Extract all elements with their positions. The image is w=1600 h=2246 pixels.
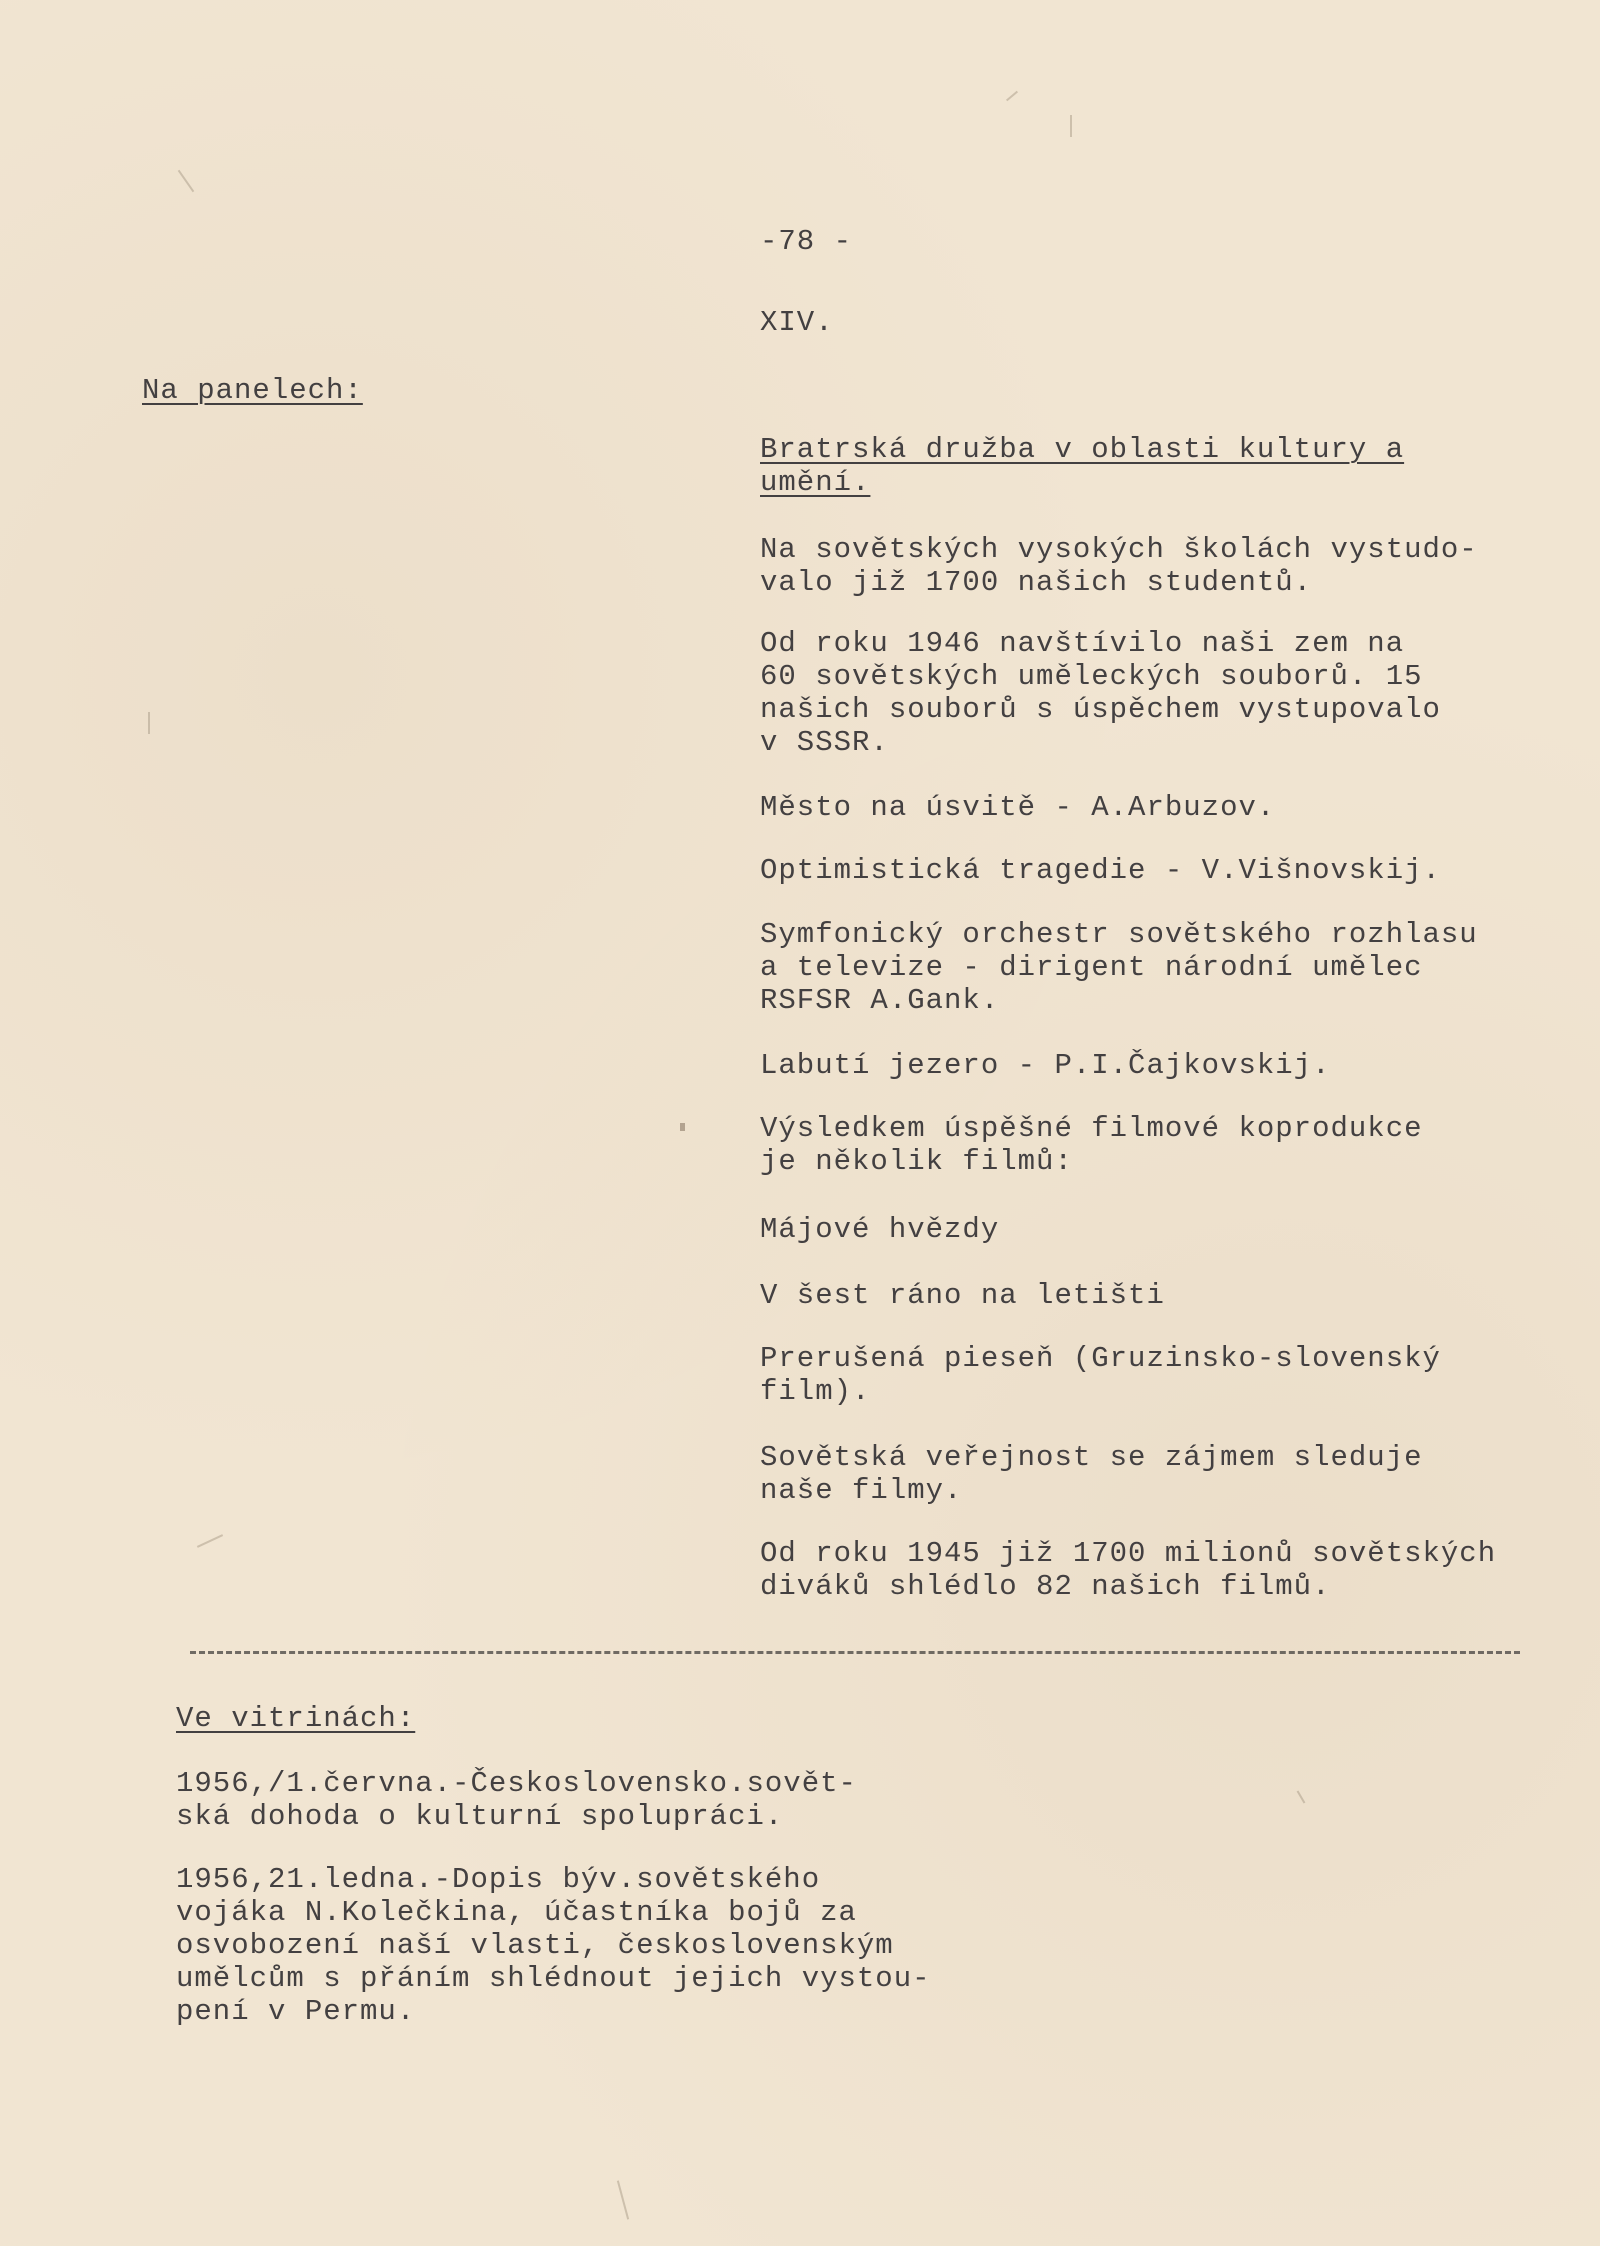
text-line: 1956,21.ledna.-Dopis býv.sovětského bbox=[176, 1863, 821, 1896]
text-line: v SSSR. bbox=[760, 726, 889, 759]
paragraph-students bbox=[760, 533, 1478, 599]
vitrine-entry-agreement bbox=[176, 1767, 857, 1833]
text-line: RSFSR A.Gank. bbox=[760, 984, 1000, 1017]
text-line: 60 sovětských uměleckých souborů. 15 bbox=[760, 660, 1423, 693]
text-line: 1956,/1.června.-Československo.sovět- bbox=[176, 1767, 857, 1800]
text-line: umělcům s přáním shlédnout jejich vystou- bbox=[176, 1962, 931, 1995]
paragraph-swan-lake bbox=[760, 1049, 1331, 1082]
text-line: osvobození naší vlasti, československým bbox=[176, 1929, 894, 1962]
paragraph-film-1 bbox=[760, 1213, 999, 1246]
text-line: Město na úsvitě - A.Arbuzov. bbox=[760, 791, 1276, 824]
paper-mark bbox=[1006, 91, 1018, 102]
text-line: Májové hvězdy bbox=[760, 1213, 1000, 1246]
section-heading bbox=[760, 433, 1404, 499]
vitrines-label: Ve vitrinách: bbox=[176, 1702, 416, 1735]
paragraph-visnevskij bbox=[760, 854, 1441, 887]
paper-mark bbox=[178, 170, 195, 192]
text-line: Symfonický orchestr sovětského rozhlasu bbox=[760, 918, 1478, 951]
text-line: je několik filmů: bbox=[760, 1145, 1073, 1178]
text-line: Labutí jezero - P.I.Čajkovskij. bbox=[760, 1049, 1331, 1082]
text-line: Prerušená pieseň (Gruzinsko-slovenský bbox=[760, 1342, 1441, 1375]
paragraph-film-3 bbox=[760, 1342, 1441, 1408]
paper-mark bbox=[197, 1534, 223, 1548]
text-line: V šest ráno na letišti bbox=[760, 1279, 1165, 1312]
paragraph-film-2 bbox=[760, 1279, 1165, 1312]
heading-line: Bratrská družba v oblasti kultury a bbox=[760, 433, 1405, 466]
vitrine-entry-letter bbox=[176, 1863, 931, 2028]
paper-mark bbox=[1297, 1790, 1306, 1803]
dashed-separator bbox=[190, 1651, 1520, 1654]
text-line: naše filmy. bbox=[760, 1474, 963, 1507]
text-line: Optimistická tragedie - V.Višnovskij. bbox=[760, 854, 1441, 887]
text-line: diváků shlédlo 82 našich filmů. bbox=[760, 1570, 1331, 1603]
paragraph-arbuzov bbox=[760, 791, 1275, 824]
text-line: Na sovětských vysokých školách vystudo- bbox=[760, 533, 1478, 566]
paragraph-ensembles bbox=[760, 627, 1441, 759]
text-line: a televize - dirigent národní umělec bbox=[760, 951, 1423, 984]
paragraph-coproduction bbox=[760, 1112, 1423, 1178]
text-line: vojáka N.Kolečkina, účastníka bojů za bbox=[176, 1896, 857, 1929]
paper-mark bbox=[1070, 115, 1072, 137]
paragraph-public bbox=[760, 1441, 1423, 1507]
text-line: našich souborů s úspěchem vystupovalo bbox=[760, 693, 1441, 726]
paper-mark bbox=[680, 1123, 685, 1131]
text-line: Sovětská veřejnost se zájmem sleduje bbox=[760, 1441, 1423, 1474]
paper-mark bbox=[148, 712, 150, 734]
text-line: ská dohoda o kulturní spolupráci. bbox=[176, 1800, 784, 1833]
text-line: valo již 1700 našich studentů. bbox=[760, 566, 1313, 599]
heading-line: umění. bbox=[760, 466, 871, 499]
panels-label: Na panelech: bbox=[142, 374, 363, 407]
text-line: film). bbox=[760, 1375, 871, 1408]
text-line: Výsledkem úspěšné filmové koprodukce bbox=[760, 1112, 1423, 1145]
text-line: Od roku 1945 již 1700 milionů sovětských bbox=[760, 1537, 1497, 1570]
text-line: Od roku 1946 navštívilo naši zem na bbox=[760, 627, 1405, 660]
paragraph-viewers bbox=[760, 1537, 1496, 1603]
paper-mark bbox=[617, 2180, 629, 2219]
page-number: -78 - bbox=[760, 225, 853, 258]
paragraph-orchestra bbox=[760, 918, 1478, 1017]
chapter-number: XIV. bbox=[760, 306, 834, 339]
text-line: pení v Permu. bbox=[176, 1995, 416, 2028]
